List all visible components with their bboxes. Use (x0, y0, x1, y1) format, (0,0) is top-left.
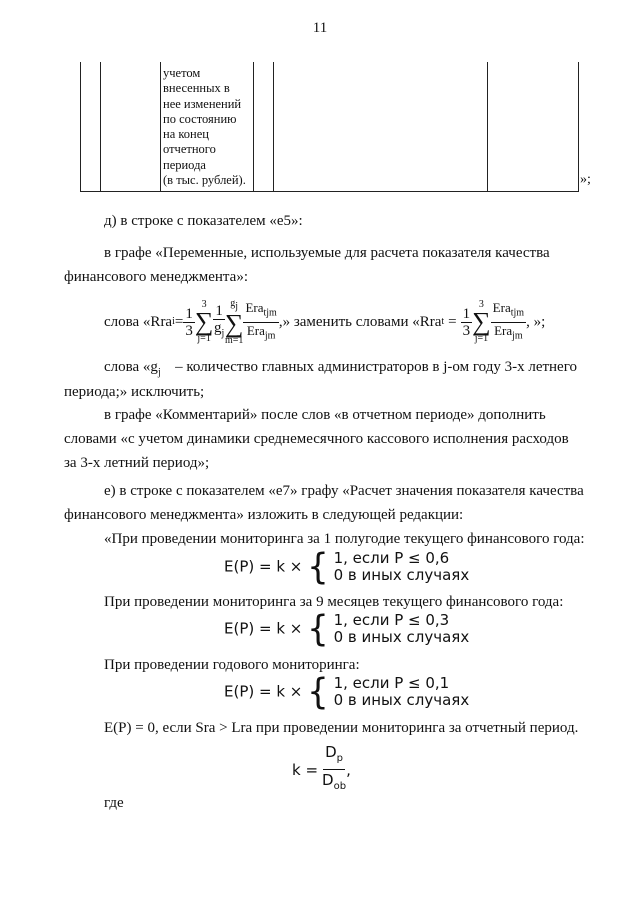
table-column-divider (487, 62, 488, 191)
half-year-text: «При проведении мониторинга за 1 полугодие текущего финансового года: (104, 531, 585, 547)
cell-line: (в тыс. рублей). (163, 173, 246, 188)
eq: = (174, 314, 184, 330)
comment-line-2: словами «с учетом динамики среднемесячного кассового исполнения расходов (64, 431, 569, 447)
table-fragment (80, 62, 579, 192)
comment-line-1: в графе «Комментарий» после слов «в отчетном периоде» дополнить (104, 407, 546, 423)
table-column-divider (273, 62, 274, 191)
cell-line: нее изменений (163, 96, 242, 111)
gj-line-2: периода;» исключить; (64, 384, 205, 400)
graph-line-1: в графе «Переменные, используемые для расчета показателя качества (104, 245, 550, 261)
nine-months-text: При проведении мониторинга за 9 месяцев текущего финансового года: (104, 594, 564, 610)
sub-t: t (441, 316, 445, 327)
table-column-divider (253, 62, 254, 191)
item-e-line-1: е) в строке с показателем «е7» графу «Расчет значения показателя качества (104, 483, 584, 499)
closing-quote: »; (580, 172, 591, 187)
fraction-era: $\frac{Era_{tjm}}{Era_{jm}}$ (245, 299, 277, 342)
cell-line: учетом (163, 66, 201, 80)
ep-formula-nine-months: E(P) = k × { 1, если P ≤ 0,3 0 в иных случаях (224, 608, 470, 650)
sum-m: $g_j$ ∑ m=1 (224, 297, 244, 346)
cell-line: отчетного (163, 142, 216, 157)
item-d: д) в строке с показателем «е5»: (104, 213, 303, 229)
table-cell-text (163, 66, 251, 188)
item-e-line-2: финансового менеджмента» изложить в следующей редакции: (64, 507, 464, 523)
fraction-one-third: $\frac{1}{3}$ (185, 305, 193, 339)
page-number: 11 (312, 20, 328, 36)
sub-i: i (172, 316, 175, 327)
table-column-divider (160, 62, 161, 191)
table-column-divider (100, 62, 101, 191)
fraction-one-gj: $\frac{1}{g_j}$ (214, 302, 225, 339)
k-formula: k = $\frac{D_p}{D_{ob}}$ , (292, 743, 351, 792)
cell-line: на конец (163, 127, 209, 142)
eq-2: = (448, 314, 457, 330)
fraction-one-third-2: $\frac{1}{3}$ (462, 305, 471, 339)
graph-line-2: финансового менеджмента»: (64, 269, 248, 285)
annual-text: При проведении годового мониторинга: (104, 657, 360, 673)
words-prefix: слова «Rra (104, 314, 173, 330)
cell-line: периода (163, 157, 206, 172)
fraction-era-2: $\frac{Era_{tjm}}{Era_{jm}}$ (492, 299, 525, 342)
cell-line: внесенных в (163, 81, 230, 96)
gj-line-1: слова «$g_j$ – количество главных администраторов в j-ом году 3-х летнего (104, 359, 577, 378)
where-text: где (104, 795, 124, 811)
sum-j-2: 3 ∑ j=1 (472, 299, 491, 344)
ep-zero-text: E(P) = 0, если Sra > Lra при проведении мониторинга за отчетный период. (104, 720, 579, 736)
ep-formula-half-year: E(P) = k × { 1, если P ≤ 0,6 0 в иных случаях (224, 546, 470, 588)
replace-mid: ,» заменить словами «Rra (278, 314, 442, 330)
formula-end: , »; (526, 314, 546, 330)
comment-line-3: за 3-х летний период»; (64, 455, 210, 471)
cell-line: по состоянию (163, 111, 237, 126)
sum-j: 3 ∑ j=1 (194, 299, 214, 344)
replacement-formula-line (104, 290, 545, 354)
ep-formula-annual: E(P) = k × { 1, если P ≤ 0,1 0 в иных случаях (224, 671, 470, 713)
